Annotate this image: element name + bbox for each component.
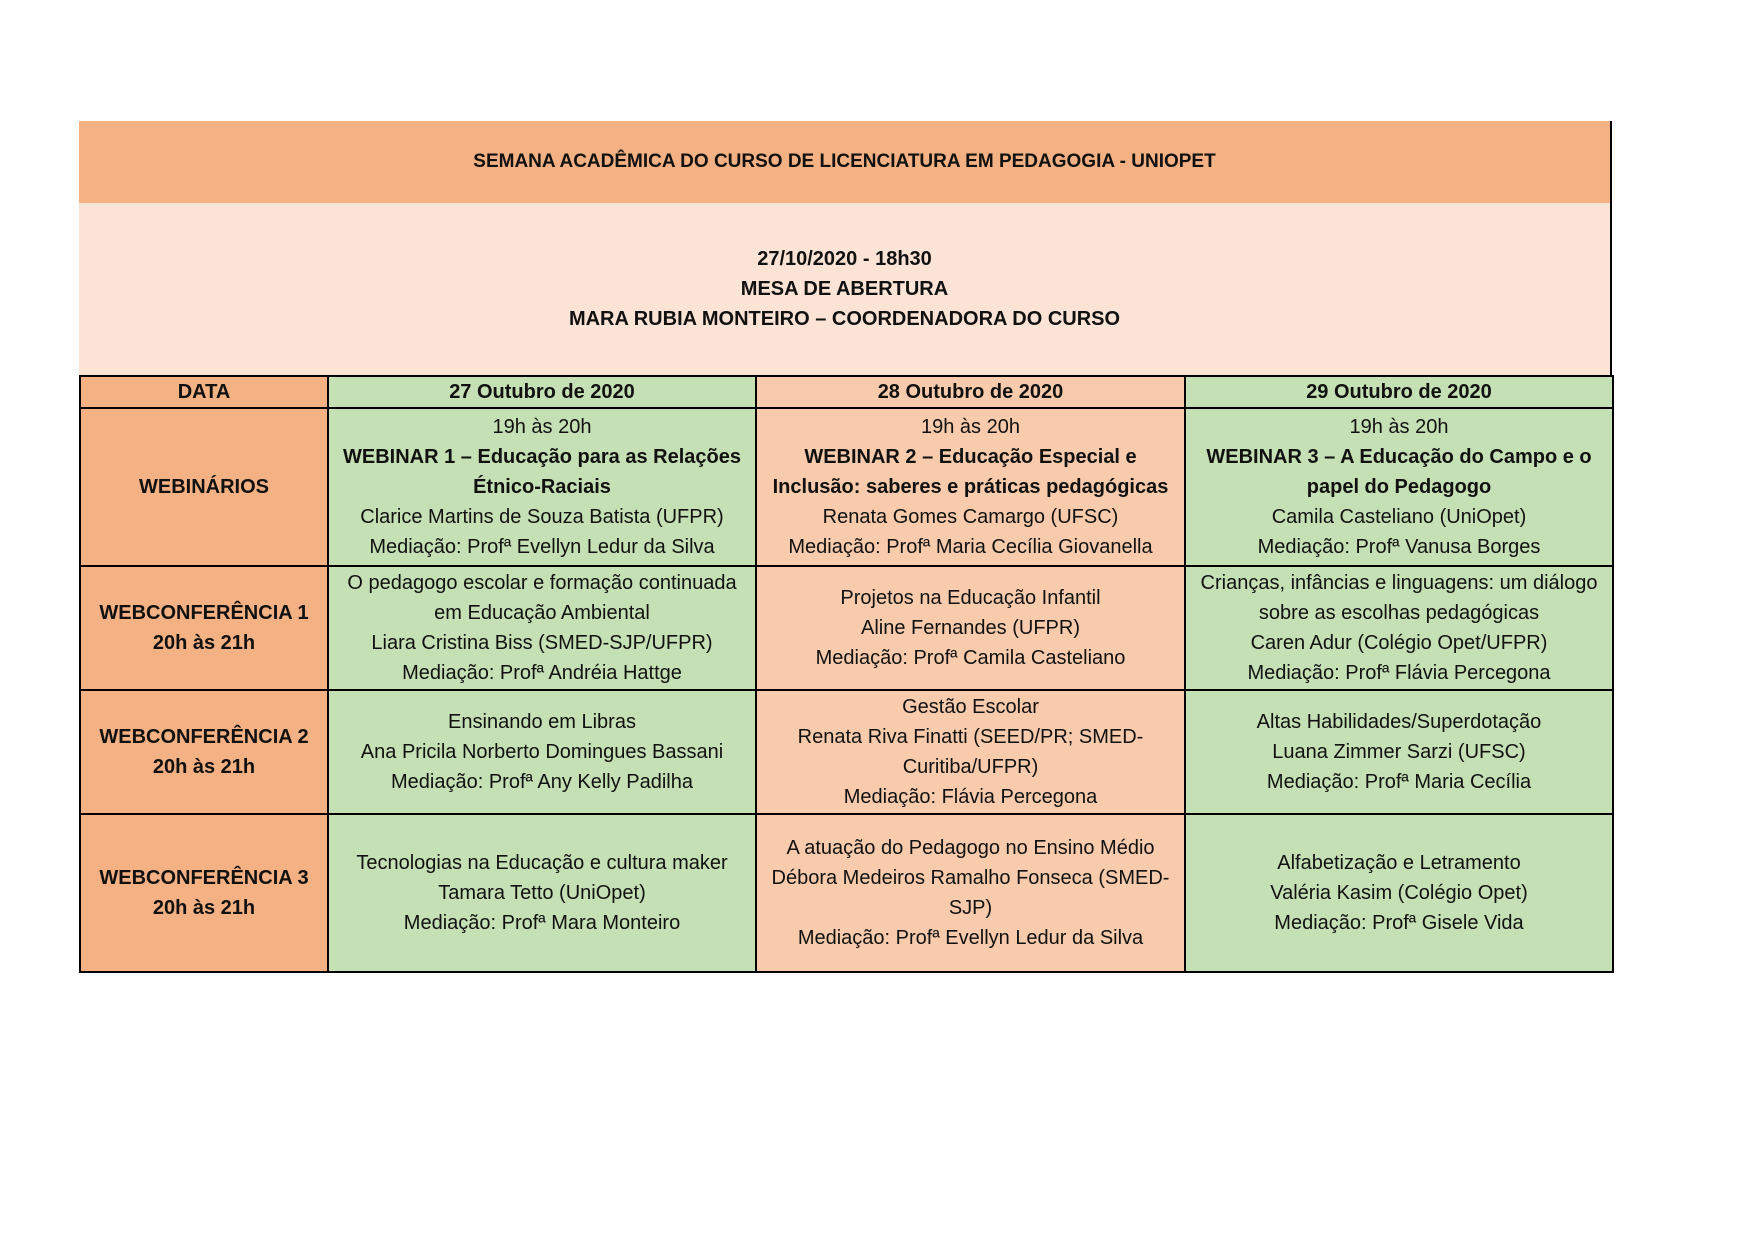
row-label-title: WEBCONFERÊNCIA 3 [99,867,309,889]
row-label [80,690,328,814]
schedule-cell [328,690,756,814]
session-speaker: Clarice Martins de Souza Batista (UFPR) [360,506,724,528]
schedule-cell [756,814,1185,972]
table-row-webconferencia-2 [80,690,1613,814]
session-mediation: Mediação: Profª Evellyn Ledur da Silva [369,536,715,558]
session-mediation: Mediação: Profª Maria Cecília [1266,771,1532,793]
session-topic: Crianças, infâncias e linguagens: um diálogo sobre as escolhas pedagógicas [1200,572,1598,624]
session-time: 19h às 20h [1349,416,1449,438]
session-topic: O pedagogo escolar e formação continuada em Educação Ambiental [347,572,737,624]
session-topic: Altas Habilidades/Superdotação [1256,711,1542,733]
opening-session [79,203,1612,375]
session-topic: Tecnologias na Educação e cultura maker [356,852,728,874]
row-label [80,566,328,690]
opening-speaker: MARA RUBIA MONTEIRO – COORDENADORA DO CURSO [568,308,1121,330]
session-speaker: Camila Casteliano (UniOpet) [1271,506,1527,528]
session-mediation: Mediação: Profª Camila Casteliano [815,647,1126,669]
schedule-cell [756,690,1185,814]
session-time: 19h às 20h [921,416,1020,438]
opening-date-time: 27/10/2020 - 18h30 [757,248,932,270]
session-speaker: Renata Riva Finatti (SEED/PR; SMED-Curitiba/UFPR) [797,726,1144,778]
schedule-cell [1185,408,1613,566]
session-mediation: Mediação: Profª Gisele Vida [1274,912,1524,934]
session-mediation: Mediação: Profª Andréia Hattge [402,662,682,684]
session-mediation: Mediação: Profª Vanusa Borges [1257,536,1541,558]
session-title: WEBINAR 2 – Educação Especial e Inclusão: saberes e práticas pedagógicas [772,446,1169,498]
session-mediation: Mediação: Profª Evellyn Ledur da Silva [797,927,1144,949]
column-header-day-3: 29 Outubro de 2020 [1185,376,1613,408]
session-topic: Projetos na Educação Infantil [840,587,1101,609]
opening-event: MESA DE ABERTURA [740,278,949,300]
session-speaker: Luana Zimmer Sarzi (UFSC) [1272,741,1526,763]
table-row-webconferencia-3 [80,814,1613,972]
schedule-cell [328,566,756,690]
column-header-day-2: 28 Outubro de 2020 [756,376,1185,408]
session-speaker: Valéria Kasim (Colégio Opet) [1270,882,1528,904]
session-mediation: Mediação: Profª Mara Monteiro [403,912,681,934]
session-speaker: Débora Medeiros Ramalho Fonseca (SMED-SJP) [771,867,1170,919]
session-mediation: Mediação: Flávia Percegona [843,786,1098,808]
row-label-time: 20h às 21h [152,897,256,919]
row-label-time: 20h às 21h [152,756,256,778]
row-label-title: WEBCONFERÊNCIA 1 [99,602,309,624]
schedule-table [79,375,1614,973]
session-speaker: Liara Cristina Biss (SMED-SJP/UFPR) [371,632,713,654]
row-label [80,408,328,566]
session-speaker: Tamara Tetto (UniOpet) [438,882,646,904]
session-mediation: Mediação: Profª Flávia Percegona [1247,662,1551,684]
session-title: WEBINAR 3 – A Educação do Campo e o papel do Pedagogo [1206,446,1592,498]
row-label-title: WEBCONFERÊNCIA 2 [99,726,309,748]
page-title: SEMANA ACADÊMICA DO CURSO DE LICENCIATURA EM PEDAGOGIA - UNIOPET [79,121,1612,203]
session-speaker: Aline Fernandes (UFPR) [861,617,1080,639]
session-topic: A atuação do Pedagogo no Ensino Médio [786,837,1155,859]
schedule-cell [328,814,756,972]
column-header-date: DATA [80,376,328,408]
session-topic: Gestão Escolar [902,696,1039,718]
session-speaker: Ana Pricila Norberto Domingues Bassani [360,741,724,763]
session-speaker: Renata Gomes Camargo (UFSC) [822,506,1119,528]
schedule-cell [756,566,1185,690]
schedule-cell [756,408,1185,566]
session-mediation: Mediação: Profª Any Kelly Padilha [390,771,693,793]
schedule-cell [1185,814,1613,972]
schedule-cell [1185,566,1613,690]
session-mediation: Mediação: Profª Maria Cecília Giovanella [788,536,1153,558]
row-label-title: WEBINÁRIOS [139,476,269,498]
session-time: 19h às 20h [492,416,592,438]
table-header-row [80,376,1613,408]
row-label-time: 20h às 21h [152,632,256,654]
row-label [80,814,328,972]
session-title: WEBINAR 1 – Educação para as Relações Étnico-Raciais [343,446,741,498]
column-header-day-1: 27 Outubro de 2020 [328,376,756,408]
schedule-cell [1185,690,1613,814]
session-speaker: Caren Adur (Colégio Opet/UFPR) [1250,632,1548,654]
schedule-cell [328,408,756,566]
session-topic: Ensinando em Libras [448,711,636,733]
schedule-sheet [79,121,1612,973]
table-row-webinarios [80,408,1613,566]
table-row-webconferencia-1 [80,566,1613,690]
session-topic: Alfabetização e Letramento [1277,852,1521,874]
